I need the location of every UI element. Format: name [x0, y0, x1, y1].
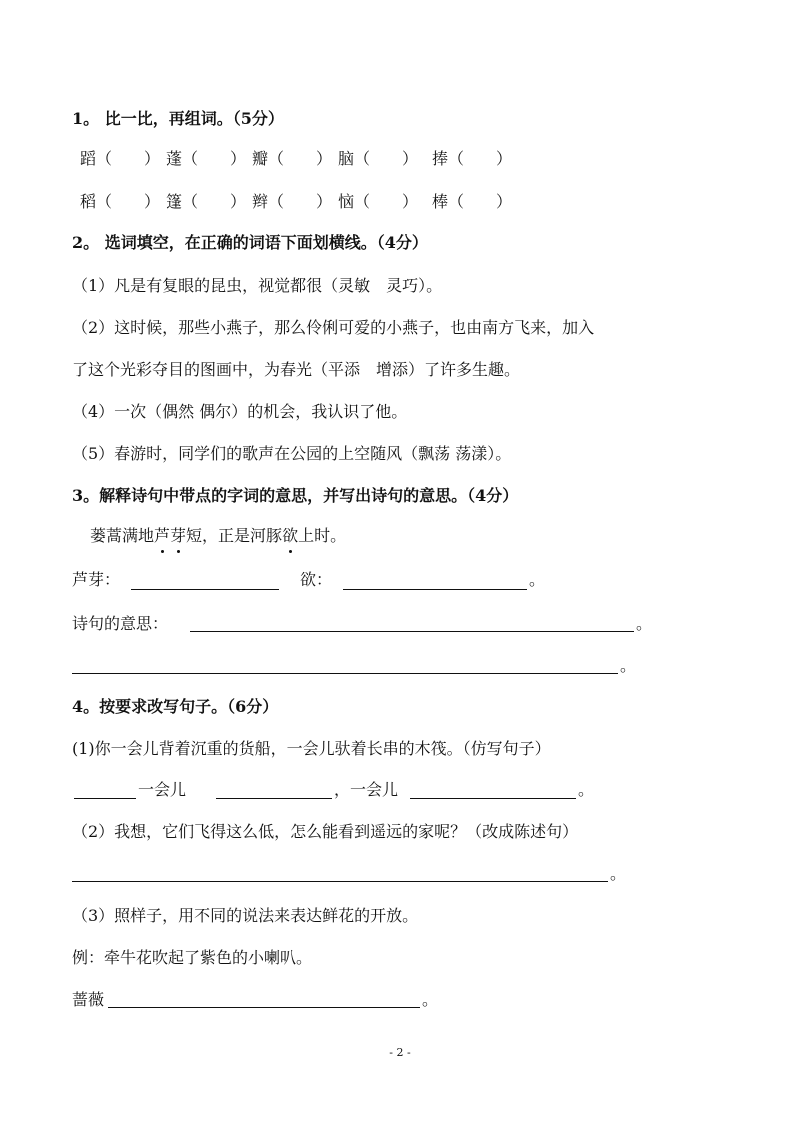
q4-title: 4。按要求改写句子。（6分） — [72, 697, 279, 716]
q3-meaning-label: 诗句的意思： — [72, 614, 169, 633]
q3-title: 3。解释诗句中带点的字词的意思，并写出诗句的意思。（4分） — [72, 486, 519, 505]
q4-item-3: （3）照样子，用不同的说法来表达鲜花的开放。 — [72, 906, 419, 925]
end-mark: 。 — [578, 780, 595, 799]
dotted-char: 欲 — [282, 526, 299, 545]
q1-item: 棒（ ） — [432, 192, 513, 211]
q2-item-1: （1）凡是有复眼的昆虫，视觉都很（灵敏 灵巧）。 — [72, 276, 443, 295]
yu-answer-line[interactable] — [343, 589, 527, 590]
q3-poem — [90, 525, 346, 547]
qiangwei-label: 蔷薇 — [72, 990, 105, 1009]
imitate-answer-line-3[interactable] — [410, 798, 576, 799]
q1-item: 捧（ ） — [432, 149, 513, 168]
yihuier-text: 一会儿 — [138, 780, 187, 799]
imitate-answer-line-1[interactable] — [74, 798, 136, 799]
end-mark: 。 — [636, 614, 653, 633]
end-mark: 。 — [620, 656, 637, 675]
q1-item: 脑（ ） — [338, 149, 419, 168]
end-mark: 。 — [422, 990, 439, 1009]
q2-item-5: （5）春游时，同学们的歌声在公园的上空随风（飘荡 荡漾）。 — [72, 444, 512, 463]
q2-item-2: （2）这时候，那些小燕子，那么伶俐可爱的小燕子，也由南方飞来，加入 — [72, 318, 595, 337]
q1-item: 篷（ ） — [166, 192, 247, 211]
q2-title: 2。 选词填空，在正确的词语下面划横线。（4分） — [72, 233, 428, 252]
q4-item-1: (1)你一会儿背着沉重的货船，一会儿驮着长串的木筏。（仿写句子） — [72, 739, 551, 758]
q1-item: 辫（ ） — [252, 192, 333, 211]
end-mark: 。 — [529, 570, 546, 589]
q1-item: 稻（ ） — [80, 192, 161, 211]
q3-luya-label: 芦芽： — [72, 570, 121, 589]
q4-item-2: （2）我想，它们飞得这么低，怎么能看到遥远的家呢？（改成陈述句） — [72, 822, 579, 841]
poem-text: 蒌蒿满地 — [90, 526, 155, 545]
page-number: - 2 - — [389, 1046, 411, 1059]
statement-answer-line[interactable] — [72, 881, 608, 882]
q1-title: 1。 比一比，再组词。（5分） — [72, 109, 284, 128]
q2-item-4: （4）一次（偶然 偶尔）的机会，我认识了他。 — [72, 402, 408, 421]
imitate-answer-line-2[interactable] — [216, 798, 332, 799]
q1-item: 蹈（ ） — [80, 149, 161, 168]
q1-item: 恼（ ） — [338, 192, 419, 211]
dotted-char: 芦 — [154, 526, 171, 545]
meaning-answer-line-2[interactable] — [72, 673, 618, 674]
poem-text: 上时。 — [298, 526, 347, 545]
q4-example: 例：牵牛花吹起了紫色的小喇叭。 — [72, 948, 313, 967]
qiangwei-answer-line[interactable] — [108, 1007, 420, 1008]
q1-item: 蓬（ ） — [166, 149, 247, 168]
q1-item: 瓣（ ） — [252, 149, 333, 168]
luya-answer-line[interactable] — [131, 589, 279, 590]
yihuier-text: ，一会儿 — [334, 780, 399, 799]
q3-yu-label: 欲： — [300, 570, 333, 589]
end-mark: 。 — [610, 864, 627, 883]
dotted-char: 芽 — [170, 526, 187, 545]
q2-item-2-cont: 了这个光彩夺目的图画中，为春光（平添 增添）了许多生趣。 — [72, 360, 521, 379]
meaning-answer-line-1[interactable] — [190, 631, 634, 632]
poem-text: 短，正是河豚 — [186, 526, 283, 545]
